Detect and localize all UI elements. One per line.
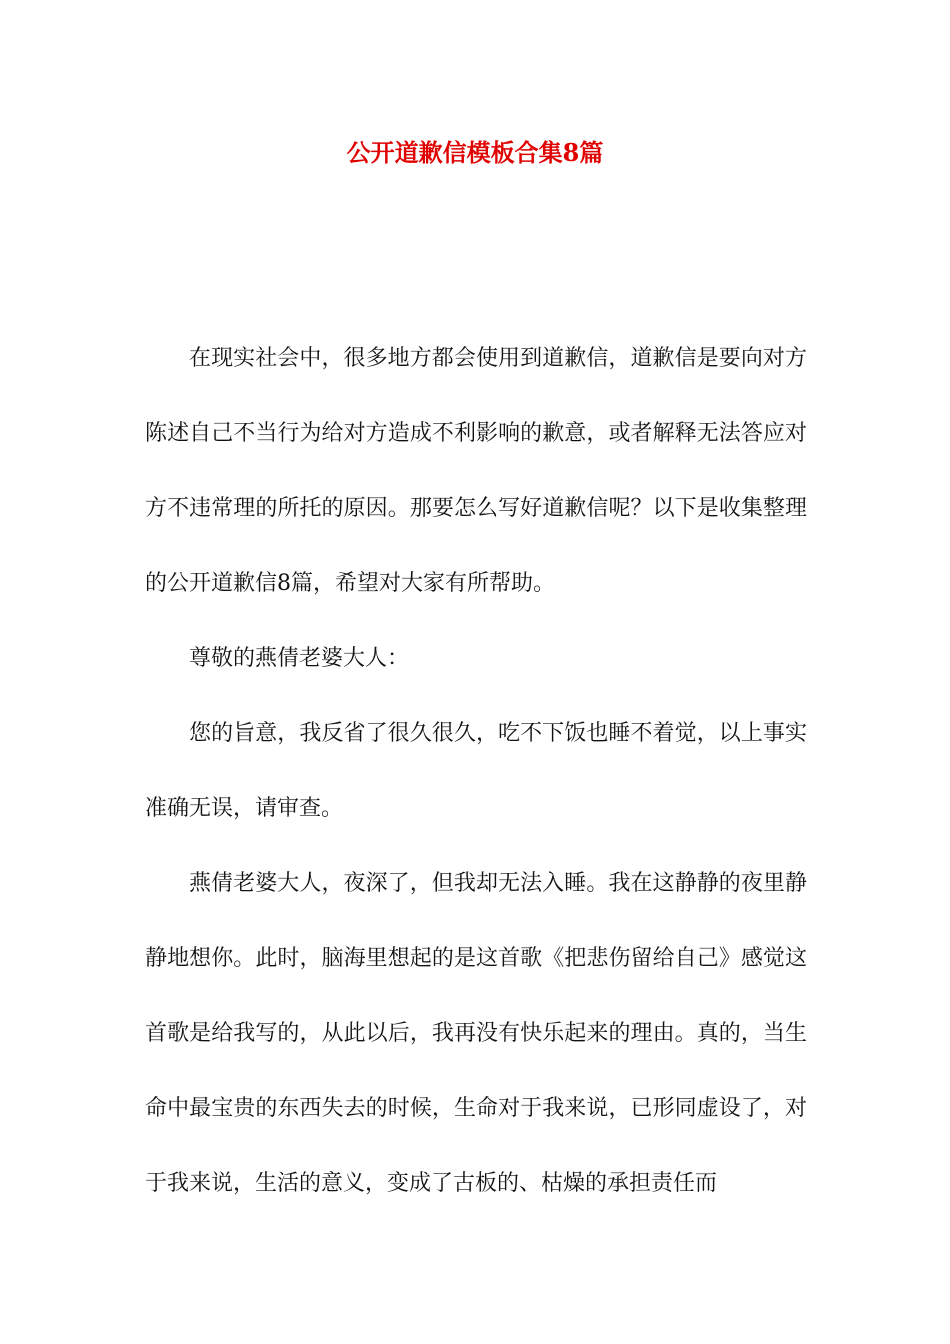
paragraph-salutation: 尊敬的燕倩老婆大人：: [189, 646, 410, 671]
paragraph-reflection: 您的旨意，我反省了很久很久，吃不下饭也睡不着觉，以上事实准确无误，请审查。: [145, 721, 807, 821]
paragraph-night-thoughts: 燕倩老婆大人，夜深了，但我却无法入睡。我在这静静的夜里静静地想你。此时，脑海里想起的是这首歌《把悲伤留给自己》感觉这首歌是给我写的，从此以后，我再没有快乐起来的理由。真的，当生命中最宝贵的东西失去的时候，生命对于我来说，已形同虚设了，对于我来说，生活的意义，变成了古板的、枯燥的承担责任而: [145, 871, 807, 1196]
paragraph-intro: 在现实社会中，很多地方都会使用到道歉信，道歉信是要向对方陈述自己不当行为给对方造成不利影响的歉意，或者解释无法答应对方不违常理的所托的原因。那要怎么写好道歉信呢？以下是收集整理的公开道歉信8篇，希望对大家有所帮助。: [145, 346, 807, 596]
document-title: 公开道歉信模板合集8篇: [346, 138, 604, 167]
document-body: [145, 321, 807, 1221]
